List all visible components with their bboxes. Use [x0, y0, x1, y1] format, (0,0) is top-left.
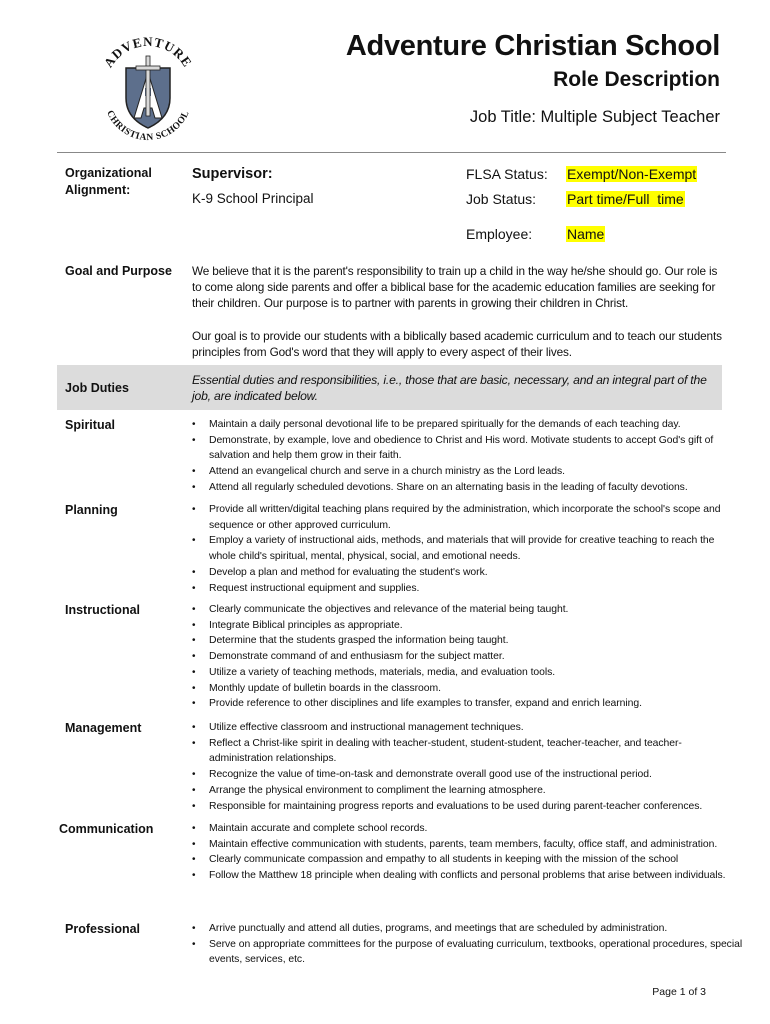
header-divider [57, 152, 726, 153]
list-item: • Utilize a variety of teaching methods, materials, media, and evaluation tools. [209, 665, 744, 681]
section-label-planning: Planning [65, 503, 118, 517]
flsa-value: Exempt/Non-Exempt [567, 166, 697, 182]
employee-label: Employee: [466, 226, 533, 242]
list-item: • Provide reference to other disciplines and life examples to transfer, expand and enrich learning. [209, 696, 744, 712]
list-item: • Monthly update of bulletin boards in the classroom. [209, 681, 744, 697]
list-item: • Clearly communicate the objectives and relevance of the material being taught. [209, 602, 744, 618]
goal-paragraph-1: We believe that it is the parent's responsibility to train up a child in the way he/she should go. Our role is to come along side parents and offer a biblical base for the academic education families are seeking for their children. Our purpose is to partner with parents in growing their children in Christ. [192, 264, 718, 310]
employee-value: Name [567, 226, 605, 242]
section-label-management: Management [65, 721, 142, 735]
job-duties-label: Job Duties [65, 381, 129, 395]
school-name: Adventure Christian School [345, 30, 720, 62]
list-item: • Provide all written/digital teaching plans required by the administration, which incorporate the school's scope and sequence or other approved curriculum. [209, 502, 744, 533]
list-item: • Maintain effective communication with students, parents, team members, faculty, office staff, and administration. [209, 837, 744, 853]
list-item: • Responsible for maintaining progress reports and evaluations to be used during parent-teacher conferences. [209, 799, 744, 815]
list-item: • Arrange the physical environment to compliment the learning atmosphere. [209, 783, 744, 799]
section-label-spiritual: Spiritual [65, 418, 116, 432]
list-item: • Determine that the students grasped the information being taught. [209, 633, 744, 649]
page-number: Page 1 of 3 [652, 986, 706, 998]
list-item: • Serve on appropriate committees for the purpose of evaluating curriculum, textbooks, operational procedures, special events, services, etc. [209, 937, 744, 968]
list-item: • Utilize effective classroom and instructional management techniques. [209, 720, 744, 736]
planning-list [190, 502, 744, 596]
communication-list [190, 821, 744, 884]
school-logo [92, 30, 204, 155]
flsa-label: FLSA Status: [466, 166, 548, 182]
list-item: • Demonstrate, by example, love and obedience to Christ and His word. Motivate students to accept God's gift of salvation and help them grow in their faith. [209, 433, 744, 464]
management-list [190, 720, 744, 814]
logo-text-bottom: CHRISTIAN SCHOOL [104, 109, 192, 144]
document-type: Role Description [553, 68, 720, 91]
list-item: • Clearly communicate compassion and empathy to all students in keeping with the mission of the school [209, 852, 744, 868]
job-title: Job Title: Multiple Subject Teacher [469, 108, 720, 126]
org-alignment-label: Organizational Alignment: [65, 166, 152, 197]
job-duties-intro: Essential duties and responsibilities, i.e., those that are basic, necessary, and an integral part of the job, are indicated below. [192, 373, 707, 403]
list-item: • Maintain a daily personal devotional life to be prepared spiritually for the demands of each teaching day. [209, 417, 744, 433]
section-label-communication: Communication [59, 822, 154, 836]
section-label-professional: Professional [65, 922, 141, 936]
list-item: • Demonstrate command of and enthusiasm for the subject matter. [209, 649, 744, 665]
job-status-label: Job Status: [466, 191, 537, 207]
goal-purpose-label: Goal and Purpose [65, 264, 172, 278]
list-item: • Reflect a Christ-like spirit in dealing with teacher-student, student-student, teacher-teacher, and teacher-administration relationships. [209, 736, 744, 767]
supervisor-label: Supervisor: [192, 166, 273, 182]
list-item: • Attend all regularly scheduled devotions. Share on an alternating basis in the leading of faculty devotions. [209, 480, 744, 496]
list-item: • Develop a plan and method for evaluating the student's work. [209, 565, 744, 581]
list-item: • Recognize the value of time-on-task and demonstrate overall good use of the instructional period. [209, 767, 744, 783]
list-item: • Maintain accurate and complete school records. [209, 821, 744, 837]
section-label-instructional: Instructional [65, 603, 141, 617]
professional-list [190, 921, 744, 968]
instructional-list [190, 602, 744, 712]
supervisor-value: K-9 School Principal [192, 191, 314, 206]
list-item: • Request instructional equipment and supplies. [209, 581, 744, 597]
spiritual-list [190, 417, 744, 496]
goal-paragraph-2: Our goal is to provide our students with a biblically based academic curriculum and to teach our students principles from God's word that they will apply to every aspect of their lives. [192, 329, 722, 359]
list-item: • Arrive punctually and attend all duties, programs, and meetings that are scheduled by administration. [209, 921, 744, 937]
job-status-value: Part time/Full time [567, 191, 684, 207]
list-item: • Attend an evangelical church and serve in a church ministry as the Lord leads. [209, 464, 744, 480]
list-item: • Employ a variety of instructional aids, methods, and materials that will provide for creative teaching to reach the whole child's spiritual, mental, physical, social, and emotional needs. [209, 533, 744, 564]
list-item: • Follow the Matthew 18 principle when dealing with conflicts and personal problems that arise between individuals. [209, 868, 744, 884]
logo-text-top: ADVENTURE [100, 33, 196, 71]
list-item: • Integrate Biblical principles as appropriate. [209, 618, 744, 634]
